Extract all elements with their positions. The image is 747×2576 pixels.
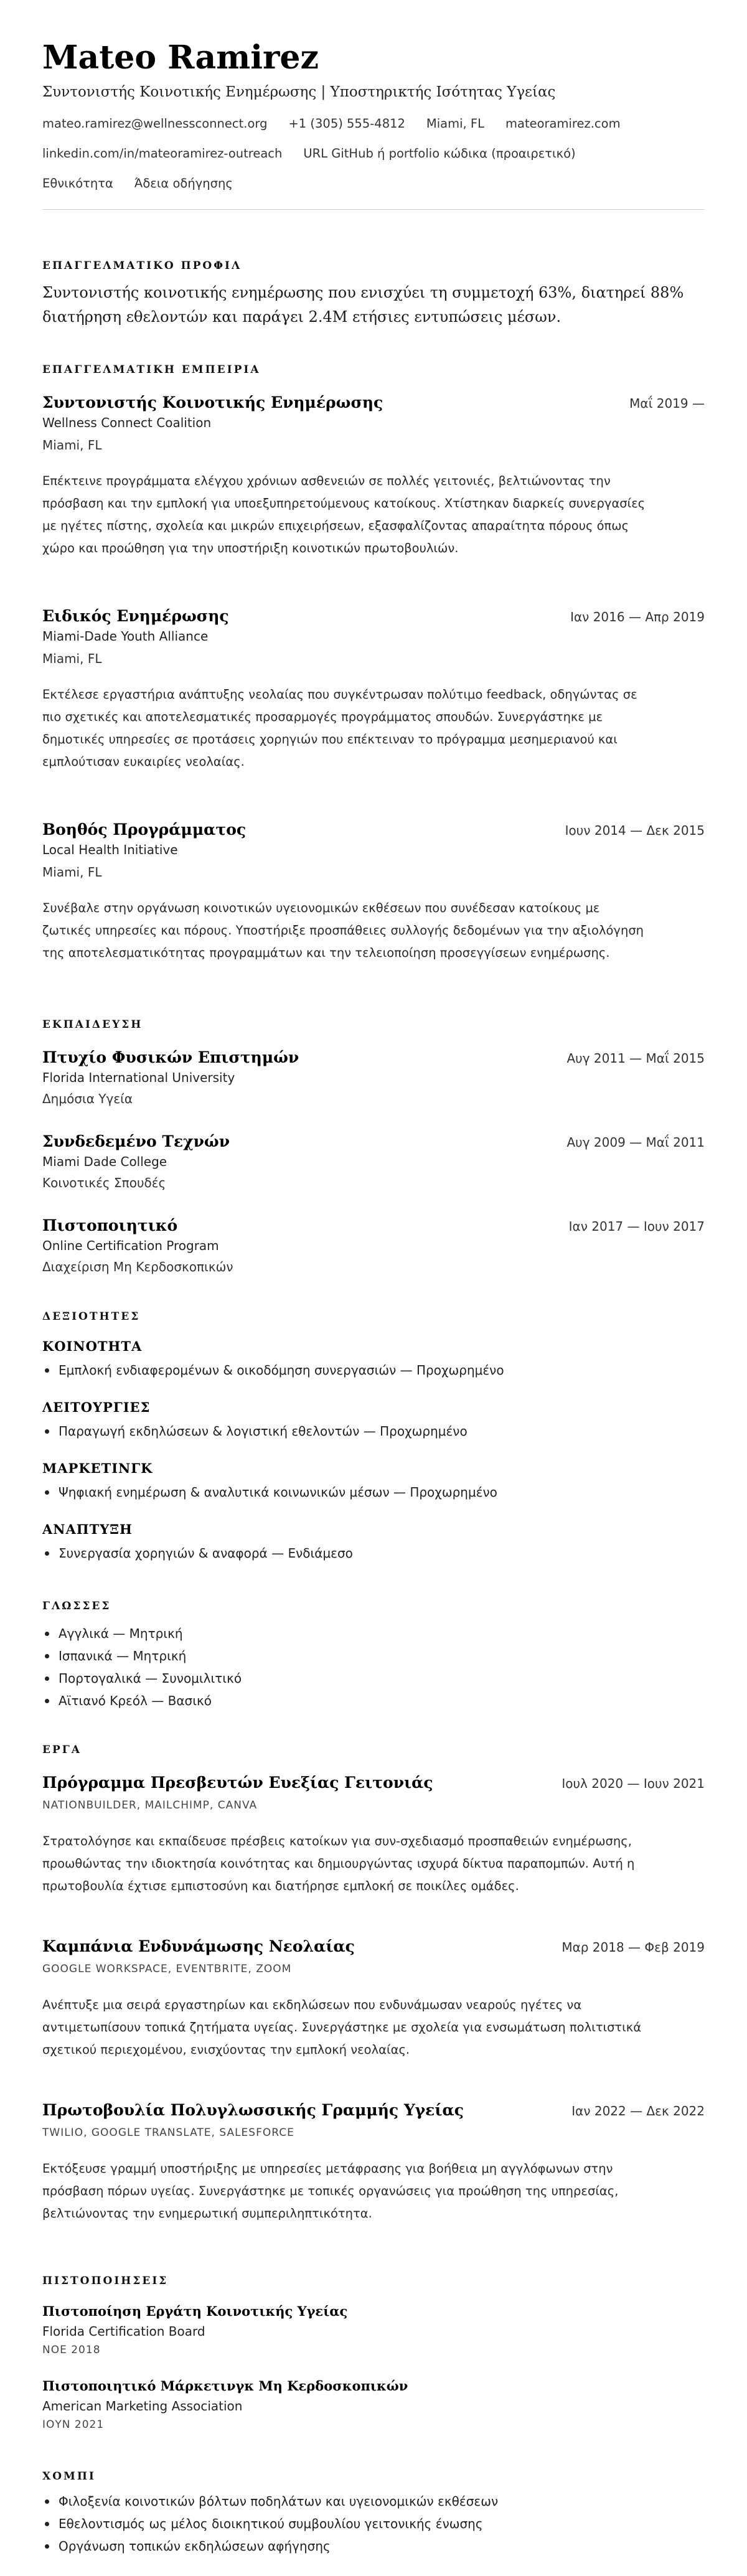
- institution: Online Certification Program: [42, 1238, 219, 1253]
- job-title: Συντονιστής Κοινοτικής Ενημέρωσης: [42, 393, 383, 411]
- section-heading: ΓΛΩΣΣΕΣ: [42, 1600, 111, 1612]
- header-divider: [42, 209, 705, 210]
- profile-summary: Συντονιστής κοινοτικής ενημέρωσης που ενισχύει τη συμμετοχή 63%, διατηρεί 88% διατήρηση εθελοντών και παράγει 2.4M ετήσιες εντυπώσεις μέσων.: [42, 284, 684, 326]
- hobby-item: Οργάνωση τοπικών εκδηλώσεων αφήγησης: [42, 2535, 705, 2557]
- certification-date: ΝΟΕ 2018: [42, 2344, 101, 2356]
- languages-section: [42, 1600, 705, 1712]
- certification-issuer: Florida Certification Board: [42, 2324, 205, 2339]
- hobbies-list: [42, 2490, 705, 2557]
- driving-license: Άδεια οδήγησης: [134, 176, 233, 190]
- skill-group: [42, 1399, 705, 1442]
- education-entry: [42, 1048, 705, 1106]
- profile-section: [42, 260, 705, 329]
- project-dates: Ιουλ 2020 — Ιουν 2021: [561, 1776, 705, 1791]
- experience-entry: [42, 820, 705, 964]
- language-item: Αγγλικά — Μητρική: [42, 1622, 705, 1645]
- phone-number: +1 (305) 555-4812: [288, 116, 405, 131]
- skill-item: Συνεργασία χορηγιών & αναφορά — Ενδιάμεσο: [42, 1542, 705, 1564]
- employer: Local Health Initiative: [42, 842, 178, 857]
- location: Miami, FL: [426, 116, 485, 131]
- candidate-title: Συντονιστής Κοινοτικής Ενημέρωσης | Υποστηρικτής Ισότητας Υγείας: [42, 84, 556, 100]
- job-description: Εκτέλεσε εργαστήρια ανάπτυξης νεολαίας που συγκέντρωσαν πολύτιμο feedback, οδηγώντας σε πιο σχετικές και αποτελεσματικές προσαρμογές προγράμματος σπουδών. Συνεργάστηκε με δημοτικές υπηρεσίες σε προτάσεις χορηγιών που επέκτειναν το πρόγραμμα μεσημεριανού και εμπλούτισαν ευκαιρίες νεολαίας.: [42, 687, 637, 769]
- job-description: Συνέβαλε στην οργάνωση κοινοτικών υγειονομικών εκθέσεων που συνέδεσαν κατοίκους με ζωτικές υπηρεσίες και πόρους. Υποστήριξε προσπάθειες συλλογής δεδομένων για την αξιολόγηση της αποτελεσματικότητας προγραμμάτων και την τελειοποίηση προσεγγίσεων ενημέρωσης.: [42, 901, 644, 960]
- job-dates: Ιαν 2016 — Απρ 2019: [570, 609, 705, 624]
- experience-section: [42, 364, 705, 376]
- field-of-study: Δημόσια Υγεία: [42, 1091, 133, 1106]
- job-title: Ειδικός Ενημέρωσης: [42, 607, 229, 625]
- job-dates: Μαΐ 2019 —: [629, 396, 705, 411]
- skill-category: ΑΝΑΠΤΥΞΗ: [42, 1521, 133, 1537]
- skill-group: [42, 1338, 705, 1381]
- personal-row: [42, 176, 705, 192]
- project-entry: [42, 2101, 705, 2225]
- job-location: Miami, FL: [42, 438, 102, 453]
- experience-entry: [42, 607, 705, 773]
- skill-category: ΜΑΡΚΕΤΙΝΓΚ: [42, 1460, 153, 1476]
- skill-item: Ψηφιακή ενημέρωση & αναλυτικά κοινωνικών μέσων — Προχωρημένο: [42, 1481, 705, 1503]
- education-entry: [42, 1216, 705, 1274]
- languages-list: [42, 1622, 705, 1712]
- skill-category: ΛΕΙΤΟΥΡΓΙΕΣ: [42, 1399, 151, 1415]
- language-item: Αϊτιανό Κρεόλ — Βασικό: [42, 1690, 705, 1712]
- degree-title: Πτυχίο Φυσικών Επιστημών: [42, 1048, 299, 1066]
- project-description: Ανέπτυξε μια σειρά εργαστηρίων και εκδηλώσεων που ενδυνάμωσαν νεαρούς ηγέτες να αντιμετωπίσουν τοπικά ζητήματα υγείας. Συνεργάστηκε με σχολεία για ενσωμάτωση πολιτιστικά σχετικού περιεχομένου, ενισχύοντας την εμπλοκή νεολαίας.: [42, 1998, 642, 2057]
- project-description: Στρατολόγησε και εκπαίδευσε πρέσβεις κατοίκων για συν-σχεδιασμό προσπαθειών ενημέρωσης, προωθώντας την ιδιοκτησία κοινότητας και δημιουργώντας ισχυρά δίκτυα παραπομπών. Αυτή η πρωτοβουλία έχτισε εμπιστοσύνη και διατήρησε εμπλοκή σε ποικίλες ομάδες.: [42, 1834, 635, 1893]
- website-link[interactable]: mateoramirez.com: [505, 116, 621, 131]
- certification-issuer: American Marketing Association: [42, 2399, 243, 2414]
- education-section: [42, 1018, 705, 1031]
- education-entry: [42, 1132, 705, 1190]
- employer: Miami-Dade Youth Alliance: [42, 629, 209, 644]
- section-heading: ΕΠΑΓΓΕΛΜΑΤΙΚΗ ΕΜΠΕΙΡΙΑ: [42, 364, 261, 376]
- project-entry: [42, 1937, 705, 2061]
- links-row: [42, 146, 705, 162]
- section-heading: ΕΠΑΓΓΕΛΜΑΤΙΚΟ ΠΡΟΦΙΛ: [42, 260, 242, 272]
- job-dates: Ιουν 2014 — Δεκ 2015: [565, 823, 705, 838]
- job-description: Επέκτεινε προγράμματα ελέγχου χρόνιων ασθενειών σε πολλές γειτονιές, βελτιώνοντας την πρόσβαση και την εμπλοκή για υποεξυπηρετούμενους κατοίκους. Χτίστηκαν διαρκείς συνεργασίες με ηγέτες πίστης, σχολεία και μικρών επιχειρήσεων, εξασφαλίζοντας απαραίτητα πόρους όπως χώρο και προώθηση για την υποστήριξη κοινοτικών πρωτοβουλιών.: [42, 474, 646, 555]
- experience-entry: [42, 393, 705, 560]
- education-dates: Ιαν 2017 — Ιουν 2017: [568, 1219, 705, 1234]
- language-item: Ισπανικά — Μητρική: [42, 1645, 705, 1667]
- certifications-section: [42, 2275, 705, 2287]
- skill-item: Παραγωγή εκδηλώσεων & λογιστική εθελοντών — Προχωρημένο: [42, 1420, 705, 1442]
- skill-category: ΚΟΙΝΟΤΗΤΑ: [42, 1338, 143, 1354]
- hobby-item: Φιλοξενία κοινοτικών βόλτων ποδηλάτων και υγειονομικών εκθέσεων: [42, 2490, 705, 2513]
- skill-item: Εμπλοκή ενδιαφερομένων & οικοδόμηση συνεργασιών — Προχωρημένο: [42, 1359, 705, 1381]
- field-of-study: Διαχείριση Μη Κερδοσκοπικών: [42, 1259, 233, 1274]
- hobbies-section: [42, 2470, 705, 2557]
- job-title: Βοηθός Προγράμματος: [42, 820, 247, 839]
- section-heading: ΧΟΜΠΙ: [42, 2470, 96, 2483]
- project-tech: NATIONBUILDER, MAILCHIMP, CANVA: [42, 1799, 258, 1812]
- project-description: Εκτόξευσε γραμμή υποστήριξης με υπηρεσίες μετάφρασης για βοήθεια μη αγγλόφωνων στην πρόσβαση πόρων υγείας. Συνεργάστηκε με τοπικές οργανώσεις για προώθηση της υπηρεσίας, βελτιώνοντας την ενημερωτική συμπεριληπτικότητα.: [42, 2161, 619, 2221]
- email-link[interactable]: mateo.ramirez@wellnessconnect.org: [42, 116, 268, 131]
- education-dates: Αυγ 2011 — Μαΐ 2015: [566, 1051, 705, 1066]
- institution: Miami Dade College: [42, 1154, 167, 1169]
- certification-entry: [42, 2303, 705, 2356]
- employer: Wellness Connect Coalition: [42, 415, 212, 430]
- project-entry: [42, 1774, 705, 1897]
- project-dates: Ιαν 2022 — Δεκ 2022: [571, 2104, 705, 2118]
- project-tech: TWILIO, GOOGLE TRANSLATE, SALESFORCE: [42, 2127, 294, 2139]
- certification-entry: [42, 2378, 705, 2431]
- hobby-item: Εθελοντισμός ως μέλος διοικητικού συμβουλίου γειτονικής ένωσης: [42, 2513, 705, 2535]
- section-heading: ΔΕΞΙΟΤΗΤΕΣ: [42, 1310, 141, 1323]
- institution: Florida International University: [42, 1070, 235, 1085]
- degree-title: Συνδεδεμένο Τεχνών: [42, 1132, 230, 1150]
- github-link[interactable]: URL GitHub ή portfolio κώδικα (προαιρετικό): [303, 146, 576, 161]
- contact-row: [42, 116, 705, 132]
- project-tech: GOOGLE WORKSPACE, EVENTBRITE, ZOOM: [42, 1963, 292, 1975]
- project-title: Καμπάνια Ενδυνάμωσης Νεολαίας: [42, 1937, 355, 1955]
- certification-date: ΙΟΥΝ 2021: [42, 2419, 105, 2431]
- linkedin-link[interactable]: linkedin.com/in/mateoramirez-outreach: [42, 146, 283, 161]
- skills-section: [42, 1310, 705, 1323]
- project-title: Πρωτοβουλία Πολυγλωσσικής Γραμμής Υγείας: [42, 2101, 464, 2119]
- candidate-name: Mateo Ramirez: [42, 39, 319, 77]
- section-heading: ΕΚΠΑΙΔΕΥΣΗ: [42, 1018, 143, 1031]
- degree-title: Πιστοποιητικό: [42, 1216, 178, 1234]
- certification-title: Πιστοποιητικό Μάρκετινγκ Μη Κερδοσκοπικών: [42, 2378, 408, 2394]
- skill-group: [42, 1521, 705, 1564]
- language-item: Πορτογαλικά — Συνομιλιτικό: [42, 1667, 705, 1690]
- project-title: Πρόγραμμα Πρεσβευτών Ευεξίας Γειτονιάς: [42, 1774, 433, 1792]
- project-dates: Μαρ 2018 — Φεβ 2019: [561, 1940, 705, 1955]
- job-location: Miami, FL: [42, 651, 102, 666]
- field-of-study: Κοινοτικές Σπουδές: [42, 1175, 166, 1190]
- section-heading: ΕΡΓΑ: [42, 1744, 82, 1756]
- nationality: Εθνικότητα: [42, 176, 113, 190]
- education-dates: Αυγ 2009 — Μαΐ 2011: [566, 1135, 705, 1150]
- section-heading: ΠΙΣΤΟΠΟΙΗΣΕΙΣ: [42, 2275, 169, 2287]
- projects-section: [42, 1744, 705, 1756]
- skill-group: [42, 1460, 705, 1503]
- certification-title: Πιστοποίηση Εργάτη Κοινοτικής Υγείας: [42, 2303, 348, 2319]
- job-location: Miami, FL: [42, 865, 102, 880]
